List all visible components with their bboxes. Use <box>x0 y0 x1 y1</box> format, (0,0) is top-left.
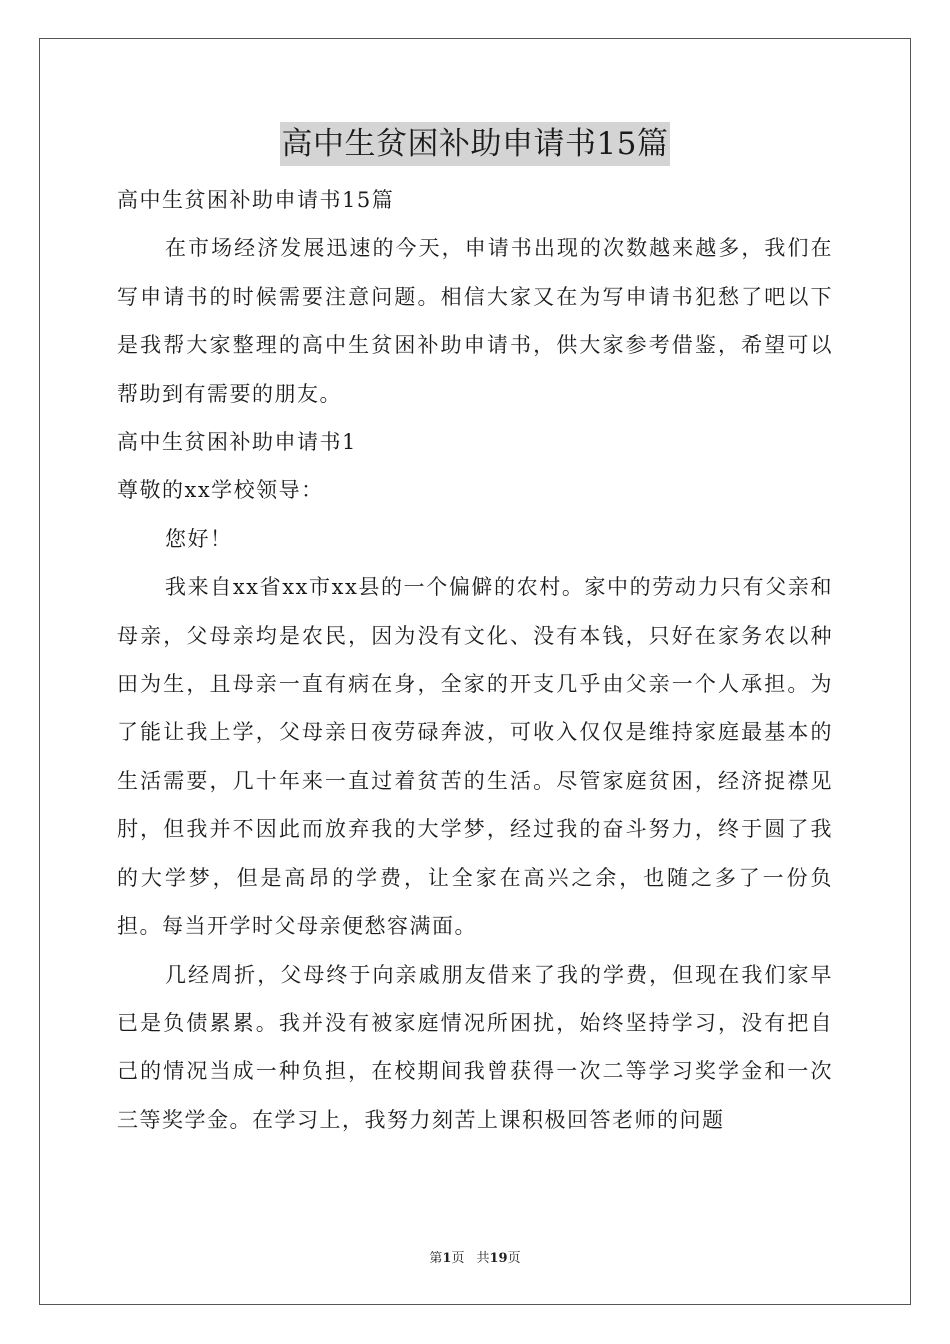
total-pages-number: 19 <box>489 1251 508 1266</box>
paragraph: 在市场经济发展迅速的今天，申请书出现的次数越来越多，我们在写申请书的时候需要注意问题。相信大家又在为写申请书犯愁了吧以下是我帮大家整理的高中生贫困补助申请书，供大家参考借鉴，希望可以帮助到有需要的朋友。 <box>117 236 833 406</box>
current-page-number: 1 <box>442 1251 452 1266</box>
paragraph: 高中生贫困补助申请书15篇 <box>117 188 395 212</box>
greeting: 您好！ <box>165 526 233 551</box>
document-body <box>117 176 833 1144</box>
paragraph: 我来自xx省xx市xx县的一个偏僻的农村。家中的劳动力只有父亲和母亲，父母亲均是农民，因为没有文化、没有本钱，只好在家务农以种田为生，且母亲一直有病在身，全家的开支几乎由父亲一个人承担。为了能让我上学，父母亲日夜劳碌奔波，可收入仅仅是维持家庭最基本的生活需要，几十年来一直过着贫苦的生活。尽管家庭贫困，经济捉襟见肘，但我并不因此而放弃我的大学梦，经过我的奋斗努力，终于圆了我的大学梦，但是高昂的学费，让全家在高兴之余，也随之多了一份负担。每当开学时父母亲便愁容满面。 <box>117 575 833 939</box>
section-heading: 高中生贫困补助申请书1 <box>117 430 357 455</box>
document-title: 高中生贫困补助申请书15篇 <box>280 122 671 166</box>
total-prefix: 共 <box>476 1251 490 1266</box>
paragraph: 几经周折，父母终于向亲戚朋友借来了我的学费，但现在我们家早已是负债累累。我并没有被家庭情况所困扰，始终坚持学习，没有把自己的情况当成一种负担，在校期间我曾获得一次二等学习奖学金和一次三等奖学金。在学习上，我努力刻苦上课积极回答老师的问题 <box>117 962 833 1132</box>
salutation: 尊敬的xx学校领导： <box>117 478 324 503</box>
page-footer <box>0 1247 950 1266</box>
page-prefix: 第 <box>429 1251 443 1266</box>
page-suffix: 页 <box>451 1251 465 1266</box>
title-container <box>0 122 950 166</box>
total-suffix: 页 <box>507 1251 521 1266</box>
